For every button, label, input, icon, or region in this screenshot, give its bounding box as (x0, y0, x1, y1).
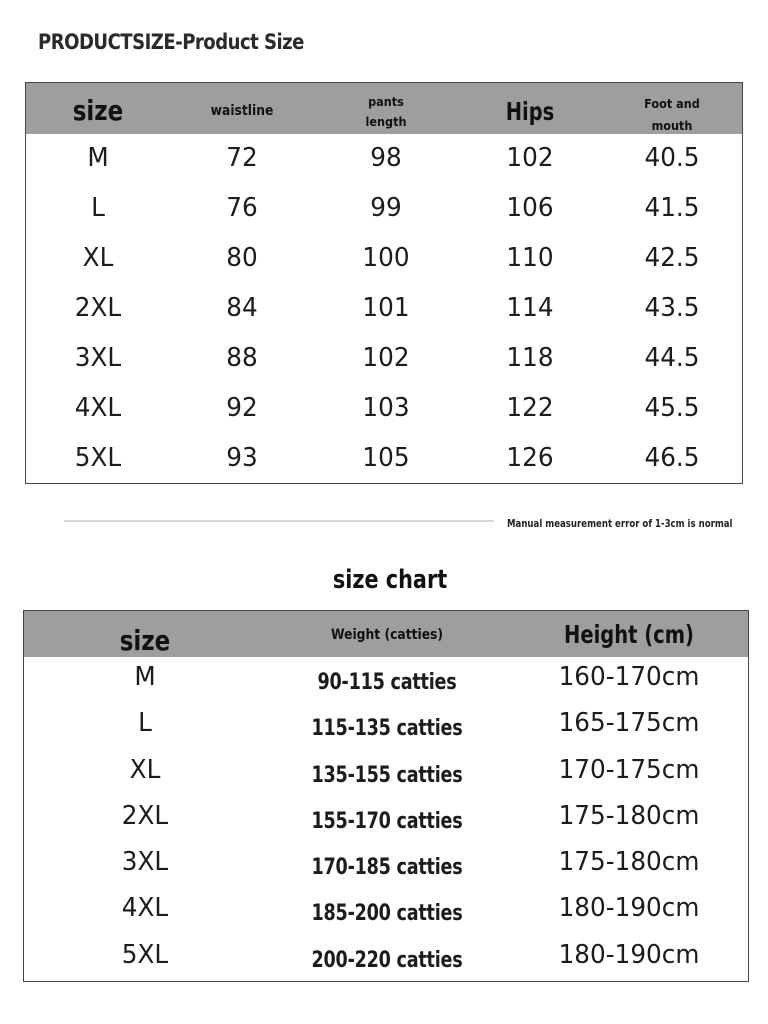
header-weight: Weight (catties) (330, 627, 444, 643)
cell-weight: 90-115 catties (317, 670, 457, 695)
cell-foot-mouth: 45.5 (644, 393, 700, 423)
cell-hips: 102 (506, 143, 554, 173)
cell-waistline: 80 (226, 243, 258, 273)
cell-foot-mouth: 42.5 (644, 243, 700, 273)
cell-size: 5XL (121, 939, 169, 970)
size-chart-title: size chart (332, 565, 448, 595)
table-row (24, 890, 748, 936)
header-height: Height (cm) (564, 620, 694, 649)
cell-weight: 200-220 catties (311, 947, 463, 973)
cell-hips: 122 (506, 393, 554, 423)
header-foot-mouth-line2: mouth (651, 118, 693, 133)
cell-waistline: 93 (226, 443, 258, 473)
product-size-table (25, 82, 743, 484)
cell-hips: 106 (506, 193, 554, 223)
cell-foot-mouth: 46.5 (644, 443, 700, 473)
table-row (24, 937, 748, 982)
product-size-title: PRODUCTSIZE-Product Size (38, 30, 304, 54)
table-row (26, 290, 742, 340)
cell-size: L (91, 193, 105, 223)
table-row (24, 705, 748, 751)
measurement-note: Manual measurement error of 1-3cm is normal (507, 517, 733, 530)
table-row (24, 798, 748, 844)
table-row (26, 340, 742, 390)
cell-size: 2XL (121, 800, 169, 831)
table-row (24, 752, 748, 798)
cell-size: M (87, 143, 109, 173)
size-chart-rows (24, 659, 748, 982)
product-size-rows (26, 140, 742, 484)
table-row (24, 659, 748, 705)
cell-pants-length: 103 (362, 393, 410, 423)
size-chart-table-header (24, 611, 748, 657)
product-size-table-header (26, 83, 742, 134)
cell-waistline: 72 (226, 143, 258, 173)
cell-waistline: 88 (226, 343, 258, 373)
cell-height: 165-175cm (558, 708, 700, 739)
cell-foot-mouth: 43.5 (644, 293, 700, 323)
table-row (24, 844, 748, 890)
header-foot-mouth-line1: Foot and (644, 96, 700, 111)
cell-hips: 126 (506, 443, 554, 473)
cell-foot-mouth: 40.5 (644, 143, 700, 173)
cell-waistline: 76 (226, 193, 258, 223)
cell-pants-length: 99 (370, 193, 402, 223)
cell-foot-mouth: 41.5 (644, 193, 700, 223)
cell-weight: 170-185 catties (311, 855, 463, 881)
cell-size: 2XL (74, 293, 122, 323)
table-row (26, 440, 742, 484)
size-chart-table (23, 610, 749, 982)
cell-hips: 118 (506, 343, 554, 373)
cell-pants-length: 102 (362, 343, 410, 373)
cell-weight: 155-170 catties (311, 808, 463, 834)
cell-size: M (134, 662, 156, 692)
cell-pants-length: 98 (370, 143, 402, 173)
cell-height: 180-190cm (558, 893, 700, 924)
cell-size: L (138, 708, 152, 739)
cell-hips: 110 (506, 243, 554, 273)
cell-size: 3XL (121, 847, 169, 878)
cell-waistline: 92 (226, 393, 258, 423)
cell-height: 160-170cm (558, 662, 700, 692)
table-row (26, 240, 742, 290)
cell-size: XL (129, 754, 161, 785)
cell-pants-length: 100 (362, 243, 410, 273)
table-row (26, 390, 742, 440)
cell-height: 175-180cm (558, 800, 700, 831)
divider-line (64, 520, 494, 522)
header-waistline: waistline (210, 103, 274, 119)
cell-size: 4XL (74, 393, 122, 423)
cell-size: 4XL (121, 893, 169, 924)
header-pants-length-line1: pants (368, 94, 404, 109)
header-pants-length-line2: length (365, 114, 407, 129)
cell-height: 180-190cm (558, 939, 700, 970)
cell-height: 170-175cm (558, 754, 700, 785)
cell-waistline: 84 (226, 293, 258, 323)
table-row (26, 140, 742, 190)
cell-pants-length: 105 (362, 443, 410, 473)
cell-height: 175-180cm (558, 847, 700, 878)
header-size: size (119, 624, 171, 657)
cell-size: 3XL (74, 343, 122, 373)
cell-size: 5XL (74, 443, 122, 473)
cell-weight: 115-135 catties (311, 716, 463, 742)
cell-hips: 114 (506, 293, 554, 323)
cell-foot-mouth: 44.5 (644, 343, 700, 373)
cell-size: XL (82, 243, 114, 273)
cell-pants-length: 101 (362, 293, 410, 323)
table-row (26, 190, 742, 240)
cell-weight: 135-155 catties (311, 762, 463, 788)
header-hips: Hips (505, 97, 555, 126)
cell-weight: 185-200 catties (311, 901, 463, 927)
header-size: size (72, 94, 124, 127)
